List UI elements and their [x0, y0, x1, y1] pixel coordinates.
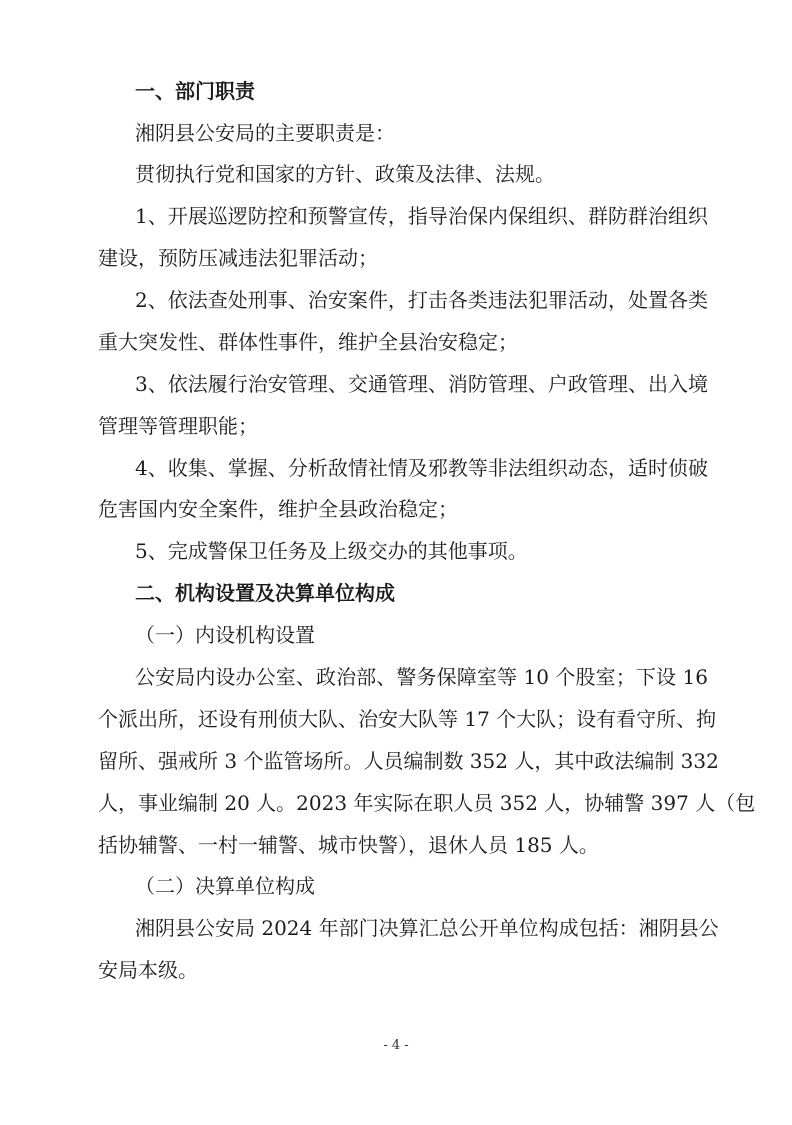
- units-para-line1: 湘阴县公安局 2024 年部门决算汇总公开单位构成包括：湘阴县公: [135, 916, 719, 940]
- duty-item-2-line1: 2、依法查处刑事、治安案件，打击各类违法犯罪活动，处置各类: [135, 288, 708, 312]
- internal-para-line3: 留所、强戒所 3 个监管场所。人员编制数 352 人，其中政法编制 332: [98, 749, 719, 773]
- principle-text: 贯彻执行党和国家的方针、政策及法律、法规。: [135, 162, 555, 186]
- subsection-title-units: （二）决算单位构成: [135, 874, 315, 898]
- duty-item-3-line1: 3、依法履行治安管理、交通管理、消防管理、户政管理、出入境: [135, 372, 708, 396]
- duty-item-4-line2: 危害国内安全案件，维护全县政治稳定；: [98, 497, 458, 521]
- internal-para-line1: 公安局内设办公室、政治部、警务保障室等 10 个股室；下设 16: [135, 665, 708, 689]
- duty-item-2-line2: 重大突发性、群体性事件，维护全县治安稳定；: [98, 330, 518, 354]
- section-heading-organization: 二、机构设置及决算单位构成: [135, 581, 395, 605]
- internal-para-line2: 个派出所，还设有刑侦大队、治安大队等 17 个大队；设有看守所、拘: [98, 707, 717, 731]
- duty-item-1-line2: 建设，预防压减违法犯罪活动；: [98, 246, 378, 270]
- section-heading-responsibilities: 一、部门职责: [135, 79, 255, 103]
- duty-item-1-line1: 1、开展巡逻防控和预警宣传，指导治保内保组织、群防群治组织: [135, 204, 708, 228]
- internal-para-line4: 人，事业编制 20 人。2023 年实际在职人员 352 人，协辅警 397 人（包: [98, 791, 756, 815]
- duty-item-4-line1: 4、收集、掌握、分析敌情社情及邪教等非法组织动态，适时侦破: [135, 456, 708, 480]
- duty-item-3-line2: 管理等管理职能；: [98, 414, 258, 438]
- units-para-line2: 安局本级。: [98, 958, 198, 982]
- intro-text: 湘阴县公安局的主要职责是：: [135, 121, 395, 145]
- internal-para-line5: 括协辅警、一村一辅警、城市快警），退休人员 185 人。: [98, 833, 599, 857]
- subsection-title-internal: （一）内设机构设置: [135, 623, 315, 647]
- page-number: - 4 -: [383, 1038, 409, 1053]
- duty-item-5: 5、完成警保卫任务及上级交办的其他事项。: [135, 539, 528, 563]
